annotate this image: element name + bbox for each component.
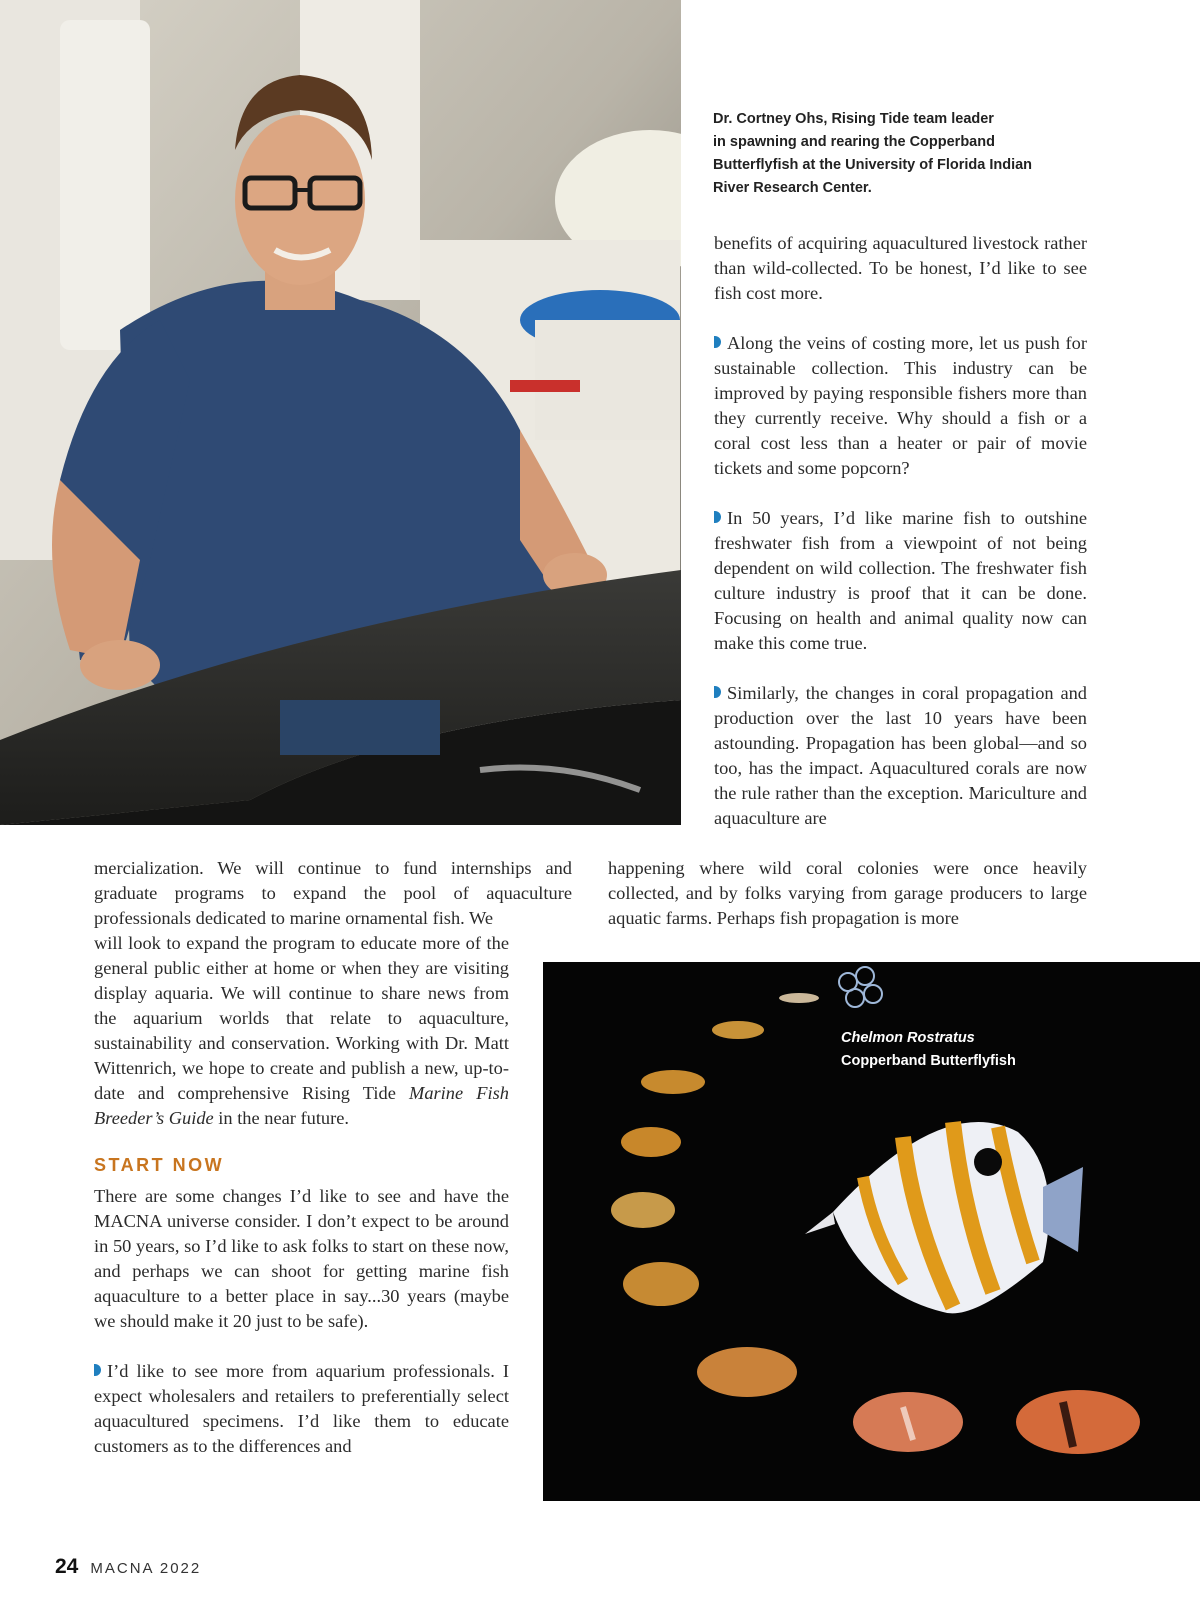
paragraph: happening where wild coral colonies were once heavily collected, and by folks varying from garage producers to large aquatic farms. Perhaps fish propagation is more bbox=[608, 858, 1087, 928]
researcher-photo bbox=[0, 0, 681, 825]
caption-line: Butterflyfish at the University of Florida Indian bbox=[713, 157, 1033, 173]
caption-line: in spawning and rearing the Copperband bbox=[713, 134, 995, 150]
paragraph-text: Similarly, the changes in coral propagation and production over the last 10 years have been astounding. Propagation has been global—and so too, has the impact. Aquacultured corals are now the rule rather than the exception. Mariculture and aquaculture are bbox=[714, 683, 1087, 828]
right-column bbox=[714, 231, 1087, 831]
paragraph bbox=[714, 681, 1087, 831]
paragraph-text: in the near future. bbox=[213, 1108, 350, 1128]
paragraph: benefits of acquiring aquacultured livestock rather than wild-collected. To be honest, I’d like to see fish cost more. bbox=[714, 233, 1087, 303]
paragraph bbox=[94, 931, 509, 1131]
fish-caption bbox=[841, 1027, 1141, 1073]
left-column bbox=[94, 931, 509, 1459]
paragraph-text: I’d like to see more from aquarium professionals. I expect wholesalers and retailers to preferentially select aquacultured specimens. I’d like them to educate customers as to the differences and bbox=[94, 1361, 509, 1456]
page-number: 24 bbox=[55, 1555, 79, 1578]
common-name: Copperband Butterflyfish bbox=[841, 1053, 1016, 1069]
paragraph-text: Along the veins of costing more, let us push for sustainable collection. This industry can be improved by paying responsible fishers more than they currently receive. Why should a fish or a coral cost less than a heater or pair of movie tickets and some popcorn? bbox=[714, 333, 1087, 478]
paragraph bbox=[94, 1359, 509, 1459]
bullet-icon bbox=[94, 1364, 101, 1376]
page-footer bbox=[55, 1555, 201, 1579]
paragraph: There are some changes I’d like to see and have the MACNA universe consider. I don’t expect to be around in 50 years, so I’d like to ask folks to start on these now, and perhaps we can shoot for getting marine fish aquaculture to a better place in say...30 years (maybe we should make it 20 just to be safe). bbox=[94, 1186, 509, 1331]
paragraph bbox=[714, 506, 1087, 656]
paragraph bbox=[714, 331, 1087, 481]
left-column-wide bbox=[94, 856, 572, 931]
species-name: Chelmon Rostratus bbox=[841, 1030, 975, 1046]
section-heading: START NOW bbox=[94, 1155, 225, 1175]
person-photo-icon bbox=[0, 0, 681, 825]
caption-line: Dr. Cortney Ohs, Rising Tide team leader bbox=[713, 111, 994, 127]
caption-line: River Research Center. bbox=[713, 180, 872, 196]
bullet-icon bbox=[714, 686, 721, 698]
paragraph: mercialization. We will continue to fund internships and graduate programs to expand the pool of aquaculture professionals dedicated to marine ornamental fish. We bbox=[94, 858, 572, 928]
magazine-name: MACNA 2022 bbox=[90, 1560, 202, 1577]
photo-caption bbox=[713, 108, 1093, 200]
bullet-icon bbox=[714, 336, 721, 348]
paragraph-text: will look to expand the program to educate more of the general public either at home or when they are visiting display aquaria. We will continue to share news from the aquarium worlds that relate to aquaculture, sustainability and conservation. Working with Dr. Matt Wittenrich, we hope to create and publish a new, up-to-date and comprehensive Rising Tide bbox=[94, 933, 509, 1103]
paragraph-text: In 50 years, I’d like marine fish to outshine freshwater fish from a viewpoint of not being dependent on wild collection. The freshwater fish culture industry is proof that it can be done. Focusing on health and animal quality now can make this come true. bbox=[714, 508, 1087, 653]
right-column-continuation bbox=[608, 856, 1087, 931]
bullet-icon bbox=[714, 511, 721, 523]
book-title: Marine Fish Breeder’s Guide bbox=[94, 1083, 510, 1128]
